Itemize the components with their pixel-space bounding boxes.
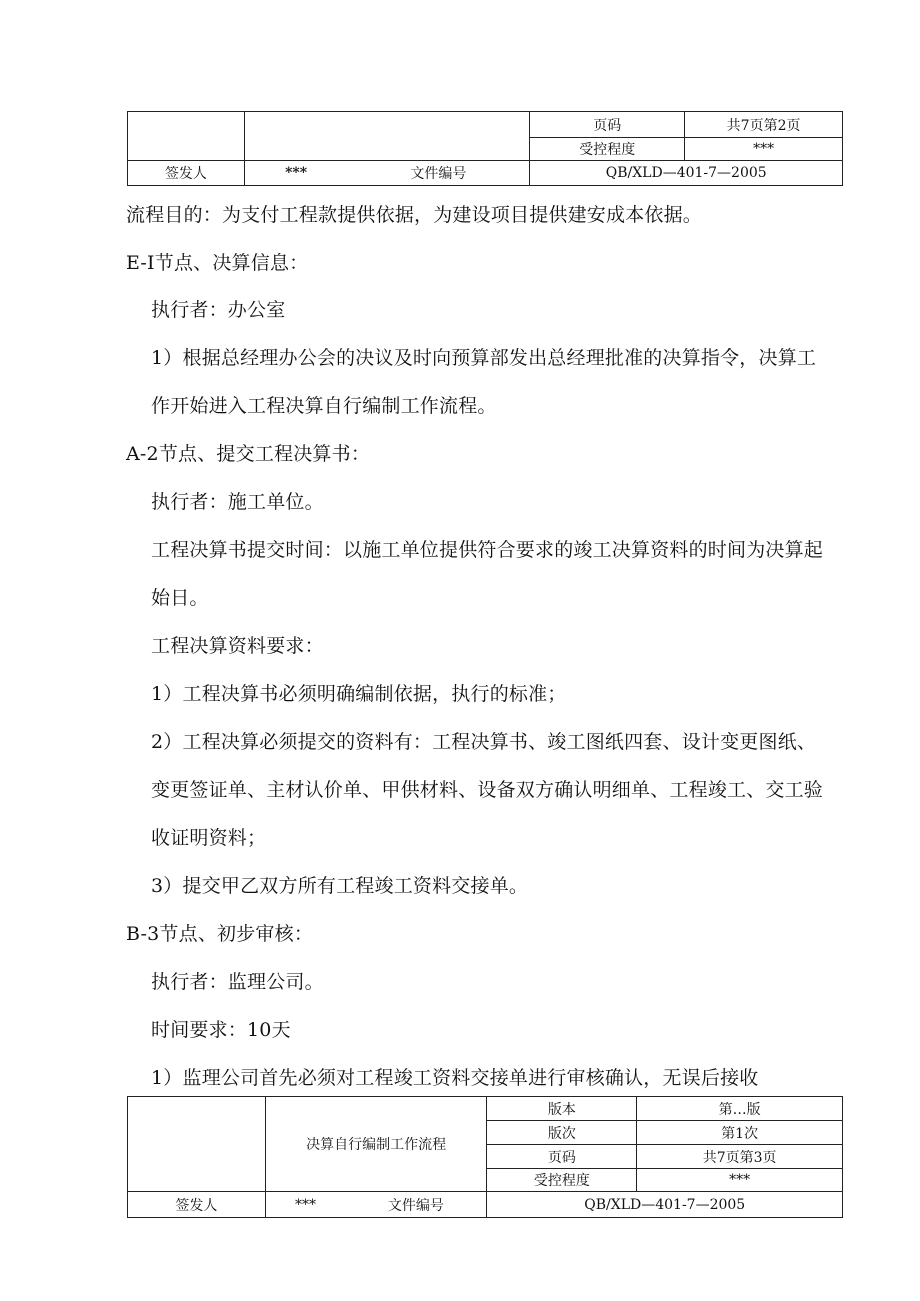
control-value: *** <box>637 1169 843 1192</box>
docno-label: 文件编号 <box>410 166 467 182</box>
section-a2-time-line2: 始日。 <box>151 587 209 609</box>
header-blank-cell <box>128 112 245 161</box>
header-title-cell <box>244 112 530 161</box>
page-label: 页码 <box>487 1145 637 1169</box>
issuer-docno-cell <box>265 1192 487 1218</box>
header-blank-cell <box>128 1097 266 1192</box>
issuer-docno-cell <box>244 161 530 186</box>
section-a2-requirements: 工程决算资料要求： <box>151 635 324 657</box>
page-value: 共7页第3页 <box>637 1145 843 1169</box>
edition-value: 第…版 <box>637 1097 843 1121</box>
control-label: 受控程度 <box>487 1169 637 1192</box>
section-a2-item1: 1）工程决算书必须明确编制依据，执行的标准； <box>151 683 567 705</box>
issuer-label: 签发人 <box>128 161 245 186</box>
issuer-label: 签发人 <box>128 1192 266 1218</box>
section-b3-item1: 1）监理公司首先必须对工程竣工资料交接单进行审核确认，无误后接收 <box>151 1067 759 1089</box>
revision-label: 版次 <box>487 1121 637 1145</box>
page-label: 页码 <box>530 112 685 138</box>
docno-label: 文件编号 <box>387 1197 444 1214</box>
section-a2-item2-line2: 变更签证单、主材认价单、甲供材料、设备双方确认明细单、工程竣工、交工验 <box>151 779 824 801</box>
revision-value: 第1次 <box>637 1121 843 1145</box>
section-e1-item1-line2: 作开始进入工程决算自行编制工作流程。 <box>151 395 497 417</box>
section-a2-executor: 执行者：施工单位。 <box>151 491 324 513</box>
section-e1-executor: 执行者：办公室 <box>151 299 286 321</box>
section-a2-time-line1: 工程决算书提交时间：以施工单位提供符合要求的竣工决算资料的时间为决算起 <box>151 539 824 561</box>
section-e1-title: E-I节点、决算信息： <box>126 252 309 274</box>
section-e1-item1-line1: 1）根据总经理办公会的决议及时向预算部发出总经理批准的决算指令，决算工 <box>151 347 817 369</box>
docno-value: QB/XLD—401-7—2005 <box>487 1192 843 1218</box>
header-table-bottom <box>127 1096 843 1218</box>
section-a2-item3: 3）提交甲乙双方所有工程竣工资料交接单。 <box>151 875 529 897</box>
page-value: 共7页第2页 <box>685 112 843 138</box>
issuer-value: *** <box>295 1196 317 1213</box>
control-value: *** <box>685 138 843 161</box>
section-b3-executor: 执行者：监理公司。 <box>151 971 324 993</box>
section-b3-title: B-3节点、初步审核： <box>126 923 314 945</box>
section-a2-item2-line1: 2）工程决算必须提交的资料有：工程决算书、竣工图纸四套、设计变更图纸、 <box>151 731 817 753</box>
issuer-value: *** <box>285 165 308 181</box>
section-a2-title: A-2节点、提交工程决算书： <box>126 443 371 465</box>
edition-label: 版本 <box>487 1097 637 1121</box>
doc-title: 决算自行编制工作流程 <box>265 1097 487 1192</box>
section-a2-item2-line3: 收证明资料； <box>151 827 267 849</box>
purpose-line: 流程目的：为支付工程款提供依据，为建设项目提供建安成本依据。 <box>126 204 703 226</box>
control-label: 受控程度 <box>530 138 685 161</box>
header-table-top <box>127 111 843 186</box>
docno-value: QB/XLD—401-7—2005 <box>530 161 843 186</box>
section-b3-time: 时间要求：10天 <box>151 1019 291 1041</box>
